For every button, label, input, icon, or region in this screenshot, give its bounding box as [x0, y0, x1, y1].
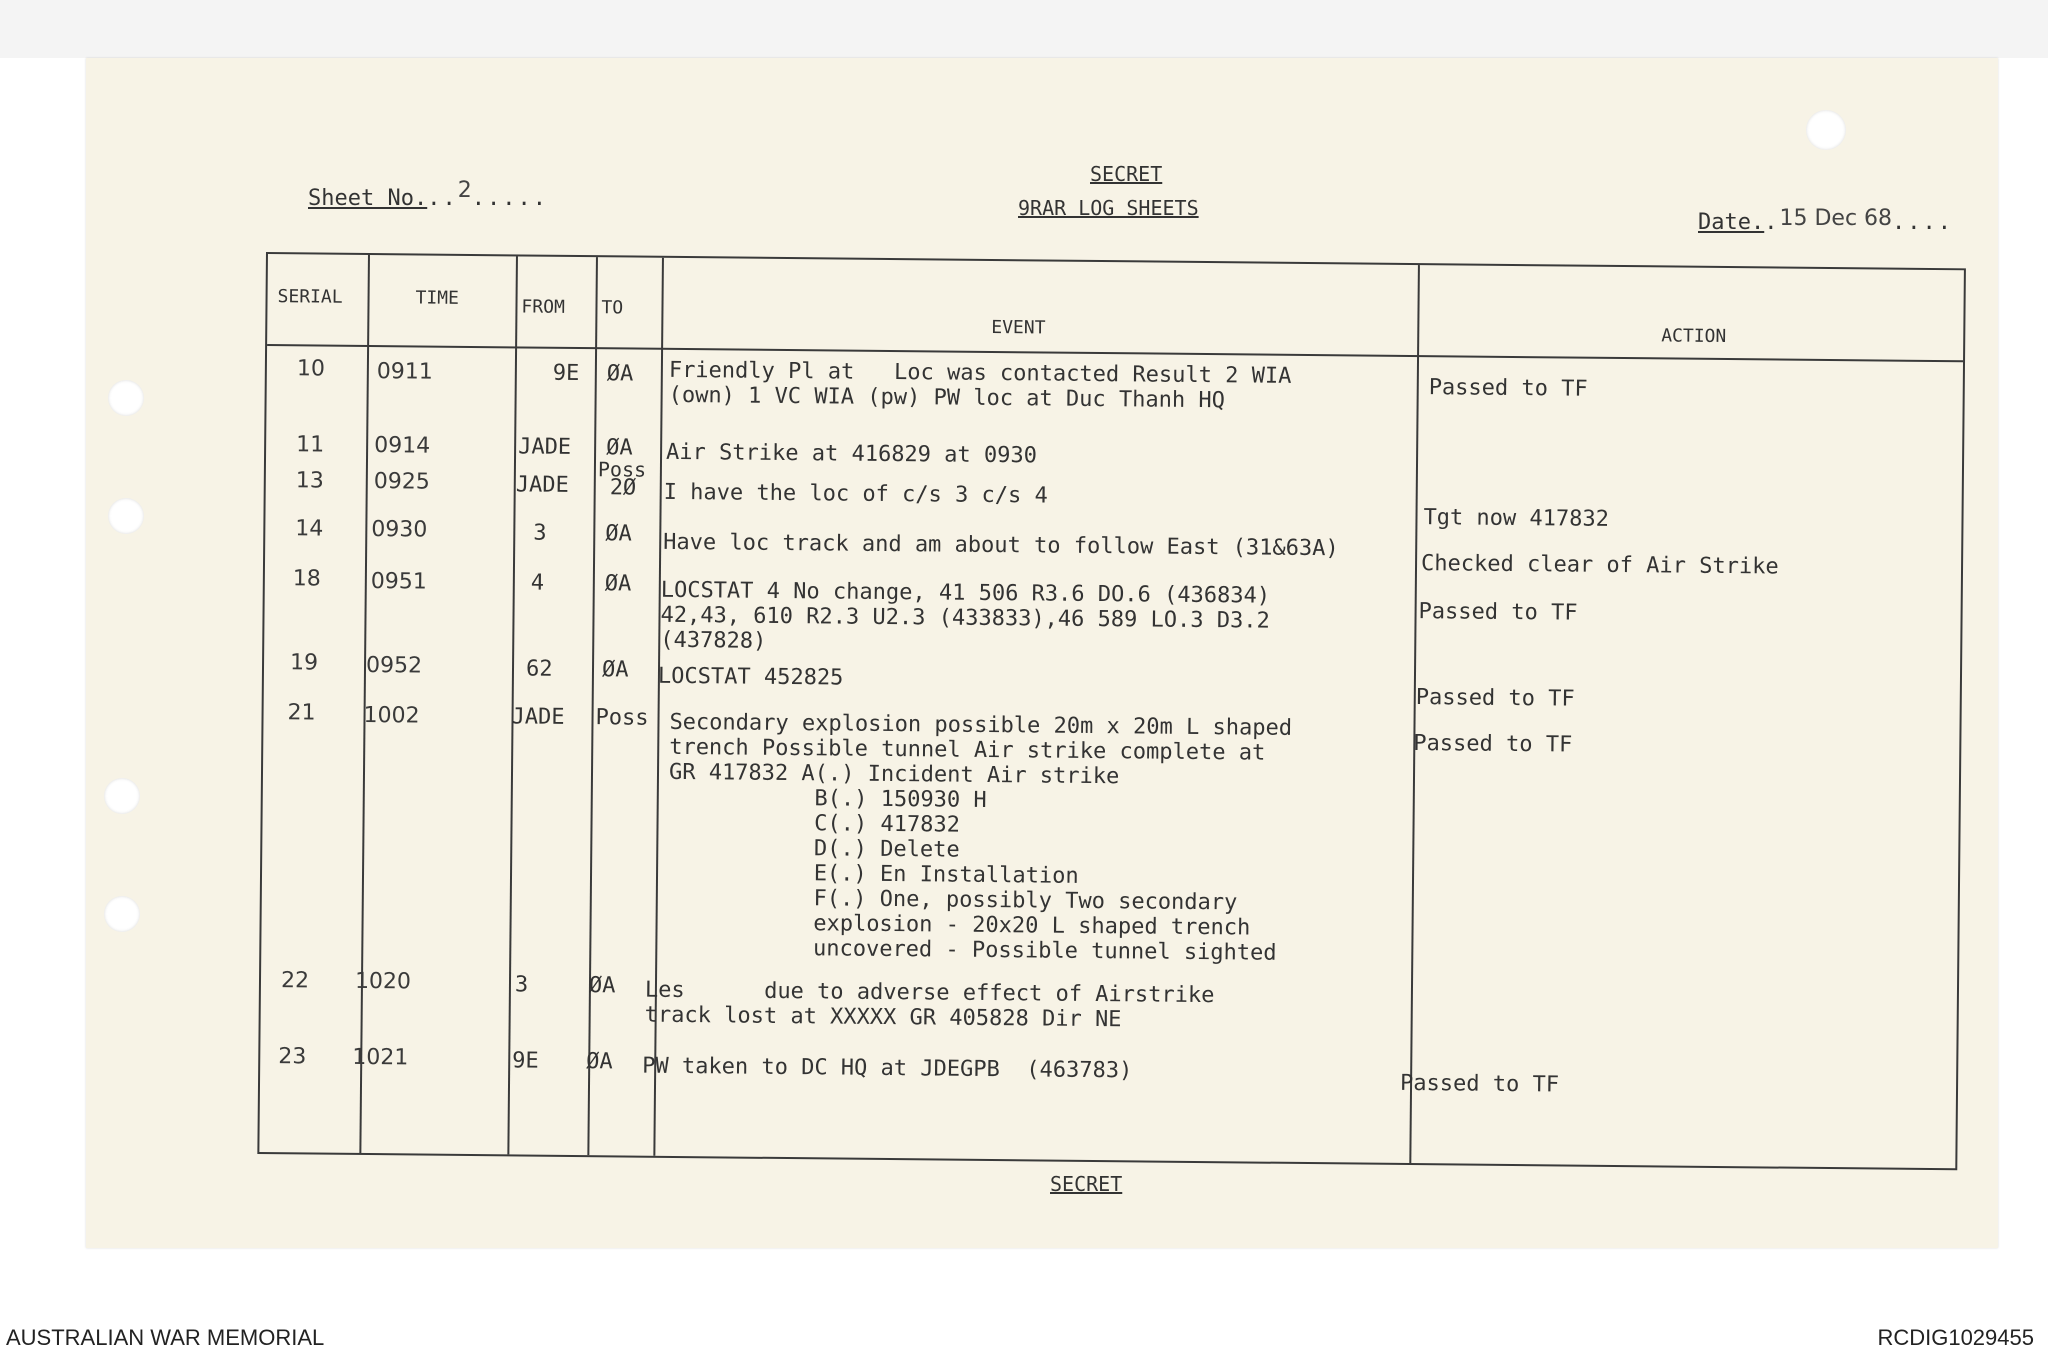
date-label: Date. [1698, 210, 1765, 235]
archive-name: AUSTRALIAN WAR MEMORIAL [6, 1325, 325, 1350]
cell-action: Passed to TF [1399, 1070, 1560, 1098]
cell-from: 3 [533, 520, 547, 546]
cell-time: 0952 [365, 652, 423, 679]
date-field: Date..15 Dec 68.... [1698, 206, 1954, 235]
cell-event: Les due to adverse effect of Airstrike track lost at XXXXX GR 405828 Dir NE [644, 977, 1215, 1033]
col-header-time: TIME [415, 287, 460, 309]
punch-hole [104, 778, 140, 814]
scan-background-strip [0, 0, 2048, 58]
punch-hole [104, 896, 140, 932]
col-header-serial: SERIAL [277, 286, 343, 308]
cell-to: ØA [601, 657, 629, 683]
cell-to: 2Ø [609, 475, 637, 501]
column-divider [1409, 265, 1420, 1163]
cell-from: JADE [518, 434, 572, 460]
cell-to: ØA [606, 361, 634, 387]
cell-action: Passed to TF [1428, 375, 1588, 402]
cell-to-note: Poss [597, 457, 647, 482]
col-header-event: EVENT [991, 316, 1046, 339]
cell-serial: 14 [295, 516, 324, 542]
cell-serial: 22 [280, 968, 310, 994]
classification-top: SECRET [1090, 162, 1163, 186]
cell-to: Poss [595, 705, 649, 731]
cell-action: Passed to TF [1418, 599, 1578, 626]
cell-from: JADE [511, 704, 565, 730]
cell-to: ØA [606, 435, 633, 461]
cell-from: 62 [525, 656, 553, 682]
cell-time: 1021 [352, 1044, 409, 1071]
cell-action: Passed to TF [1413, 731, 1573, 758]
date-value: 15 Dec 68 [1779, 206, 1893, 231]
cell-event: I have the loc of c/s 3 c/s 4 [663, 479, 1048, 509]
cell-action: Passed to TF [1415, 685, 1575, 712]
cell-event: Have loc track and am about to follow East (31&63A) [663, 529, 1339, 562]
cell-from: 4 [530, 570, 545, 596]
cell-event: Air Strike at 416829 at 0930 [665, 439, 1038, 469]
sheet-number: Sheet No...2..... [308, 178, 548, 211]
classification-bottom: SECRET [1050, 1172, 1123, 1196]
cell-from: 3 [514, 972, 529, 998]
archive-id: RCDIG1029455 [1877, 1325, 2034, 1350]
cell-serial: 11 [296, 432, 325, 458]
log-table [257, 252, 1966, 1170]
cell-event: LOCSTAT 4 No change, 41 506 R3.6 DO.6 (436834) 42,43, 610 R2.3 U2.3 (433833),46 589 LO.3 D3.2 (437828) [660, 577, 1271, 654]
punch-hole [108, 380, 144, 416]
cell-from: 9E [512, 1048, 539, 1074]
cell-time: 1020 [354, 968, 412, 995]
sheet-label: Sheet No. [308, 186, 428, 211]
cell-time: 1002 [363, 702, 420, 729]
cell-serial: 18 [292, 566, 321, 592]
document-title: 9RAR LOG SHEETS [1018, 196, 1199, 220]
col-header-to: TO [601, 297, 624, 319]
cell-action: Tgt now 417832 [1423, 505, 1610, 532]
punch-hole [1806, 110, 1846, 150]
cell-time: 0951 [370, 569, 427, 595]
cell-time: 0911 [376, 359, 433, 385]
cell-event: PW taken to DC HQ at JDEGPB (463783) [642, 1053, 1133, 1084]
sheet-value: 2 [457, 178, 472, 203]
cell-serial: 23 [278, 1044, 307, 1070]
cell-to: ØA [586, 1049, 613, 1075]
cell-serial: 13 [295, 468, 324, 494]
cell-from: JADE [515, 472, 569, 498]
cell-from: 9E [552, 360, 580, 387]
cell-to: ØA [604, 571, 632, 597]
cell-serial: 19 [289, 650, 319, 676]
cell-time: 0930 [371, 517, 428, 543]
cell-event: Secondary explosion possible 20m x 20m L shaped trench Possible tunnel Air strike complete at GR 417832 A(.) Incident Air strike B(.) 150930 H C(.) 417832 D(.) Delete E(.) En Installation F(.) One, possibly Two secondary explosion - 20x20 L shaped trench uncovered - Possible tunnel sighted [667, 709, 1293, 966]
col-header-action: ACTION [1661, 325, 1727, 348]
cell-action: Checked clear of Air Strike [1420, 551, 1779, 580]
cell-time: 0925 [373, 469, 430, 495]
cell-to: ØA [588, 973, 616, 999]
cell-time: 0914 [374, 433, 431, 459]
archive-footer [0, 1323, 2048, 1353]
cell-serial: 21 [287, 700, 316, 726]
cell-event: Friendly Pl at Loc was contacted Result 2 WIA (own) 1 VC WIA (pw) PW loc at Duc Thanh HQ [668, 357, 1292, 414]
punch-hole [108, 498, 144, 534]
cell-to: ØA [605, 521, 632, 547]
cell-event: LOCSTAT 452825 [657, 663, 844, 691]
col-header-from: FROM [521, 296, 565, 318]
cell-serial: 10 [296, 356, 325, 382]
